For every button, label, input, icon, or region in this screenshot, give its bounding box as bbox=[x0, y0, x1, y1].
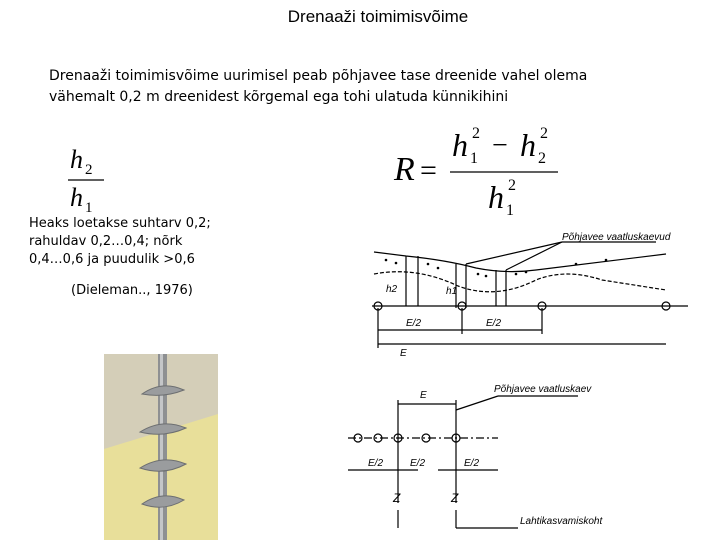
rating-text bbox=[29, 215, 289, 269]
plan-view-diagram bbox=[348, 378, 658, 540]
rating-line-3: 0,4…0,6 ja puudulik >0,6 bbox=[29, 252, 195, 267]
ratio-numerator-sub: 2 bbox=[85, 162, 93, 178]
drain-wells-diagram bbox=[366, 230, 700, 370]
formula-h1-sub: 1 bbox=[470, 150, 478, 167]
h2-label: h2 bbox=[386, 284, 398, 295]
z-label-2: Z bbox=[451, 491, 459, 505]
well-label: Põhjavee vaatluskaev bbox=[494, 384, 592, 395]
slide-title: Drenaaži toimimisvõime bbox=[287, 7, 469, 26]
rating-line-2: rahuldav 0,2…0,4; nõrk bbox=[29, 234, 183, 249]
plan-half-c: E/2 bbox=[464, 458, 480, 469]
formula-den-sub: 1 bbox=[506, 202, 514, 218]
half-spacing-a: E/2 bbox=[406, 318, 422, 329]
half-spacing-b: E/2 bbox=[486, 318, 502, 329]
point-label: Lahtikasvamiskoht bbox=[520, 516, 603, 527]
formula-h2-sup: 2 bbox=[540, 125, 548, 142]
formula-lhs: R bbox=[394, 151, 415, 188]
citation: (Dieleman.., 1976) bbox=[71, 283, 193, 298]
intro-line-1: Drenaaži toimimisvõime uurimisel peab põhjavee tase dreenide vahel olema bbox=[49, 68, 588, 84]
plan-half-a: E/2 bbox=[368, 458, 384, 469]
ratio-formula bbox=[388, 118, 568, 218]
auger-photo bbox=[104, 354, 218, 540]
h1-label: h1 bbox=[446, 286, 458, 297]
ratio-denominator: h bbox=[70, 183, 83, 212]
intro-line-2: vähemalt 0,2 m dreenidest kõrgemal ega tohi ulatuda künnikihini bbox=[49, 89, 509, 105]
ratio-denominator-sub: 1 bbox=[85, 200, 93, 214]
plan-half-b: E/2 bbox=[410, 458, 426, 469]
formula-h1-sup: 2 bbox=[472, 125, 480, 142]
spacing-label: E bbox=[400, 348, 407, 359]
wells-label: Põhjavee vaatluskaevud bbox=[562, 232, 671, 243]
formula-den-h1: h bbox=[488, 179, 504, 215]
rating-line-1: Heaks loetakse suhtarv 0,2; bbox=[29, 216, 211, 231]
intro-text bbox=[49, 66, 649, 108]
plan-spacing: E bbox=[420, 390, 427, 401]
formula-h2-sub: 2 bbox=[538, 150, 546, 167]
formula-equals: = bbox=[420, 154, 437, 187]
formula-den-sup: 2 bbox=[508, 177, 516, 194]
ratio-fraction bbox=[60, 142, 120, 214]
formula-h2: h bbox=[520, 127, 536, 163]
formula-minus: − bbox=[492, 130, 508, 161]
formula-h1: h bbox=[452, 127, 468, 163]
z-label-1: Z bbox=[393, 491, 401, 505]
ratio-numerator: h bbox=[70, 145, 83, 174]
